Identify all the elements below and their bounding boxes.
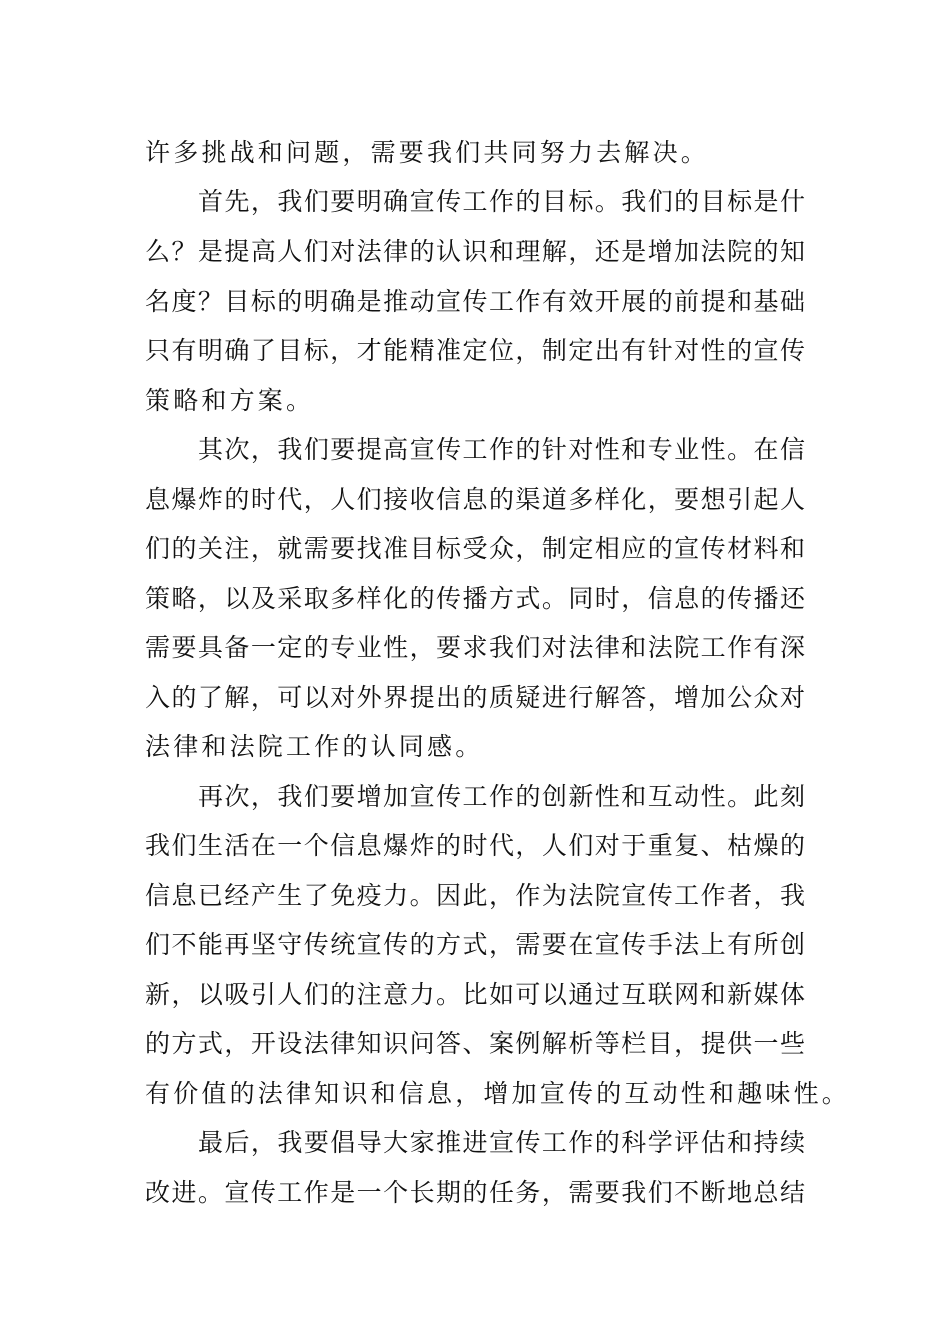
paragraph-line: 息爆炸的时代，人们接收信息的渠道多样化，要想引起人 (145, 485, 805, 514)
paragraph-line: 有价值的法律知识和信息，增加宣传的互动性和趣味性。 (145, 1079, 851, 1108)
paragraph-line: 我们生活在一个信息爆炸的时代，人们对于重复、枯燥的 (145, 831, 805, 860)
paragraph-line: 信息已经产生了免疫力。因此，作为法院宣传工作者，我 (145, 881, 805, 910)
paragraph-line: 需要具备一定的专业性，要求我们对法律和法院工作有深 (145, 633, 805, 662)
paragraph-line: 策略和方案。 (145, 386, 315, 415)
paragraph-line: 改进。宣传工作是一个长期的任务，需要我们不断地总结 (145, 1178, 805, 1207)
paragraph-line: 再次，我们要增加宣传工作的创新性和互动性。此刻 (198, 782, 805, 811)
paragraph-line: 法律和法院工作的认同感。 (145, 732, 484, 761)
paragraph-line: 么？是提高人们对法律的认识和理解，还是增加法院的知 (145, 237, 805, 266)
paragraph-line: 的方式，开设法律知识问答、案例解析等栏目，提供一些 (145, 1029, 805, 1058)
paragraph-line: 最后，我要倡导大家推进宣传工作的科学评估和持续 (198, 1128, 805, 1157)
paragraph-line: 们的关注，就需要找准目标受众，制定相应的宣传材料和 (145, 534, 805, 563)
paragraph-line: 新，以吸引人们的注意力。比如可以通过互联网和新媒体 (145, 980, 805, 1009)
paragraph-line: 策略，以及采取多样化的传播方式。同时，信息的传播还 (145, 584, 805, 613)
paragraph-line: 许多挑战和问题，需要我们共同努力去解决。 (145, 138, 710, 167)
paragraph-line: 首先，我们要明确宣传工作的目标。我们的目标是什 (198, 187, 805, 216)
paragraph-line: 入的了解，可以对外界提出的质疑进行解答，增加公众对 (145, 683, 805, 712)
paragraph-line: 名度？目标的明确是推动宣传工作有效开展的前提和基础 (145, 287, 805, 316)
paragraph-line: 只有明确了目标，才能精准定位，制定出有针对性的宣传 (145, 336, 805, 365)
paragraph-line: 们不能再坚守传统宣传的方式，需要在宣传手法上有所创 (145, 930, 805, 959)
paragraph-line: 其次，我们要提高宣传工作的针对性和专业性。在信 (198, 435, 805, 464)
